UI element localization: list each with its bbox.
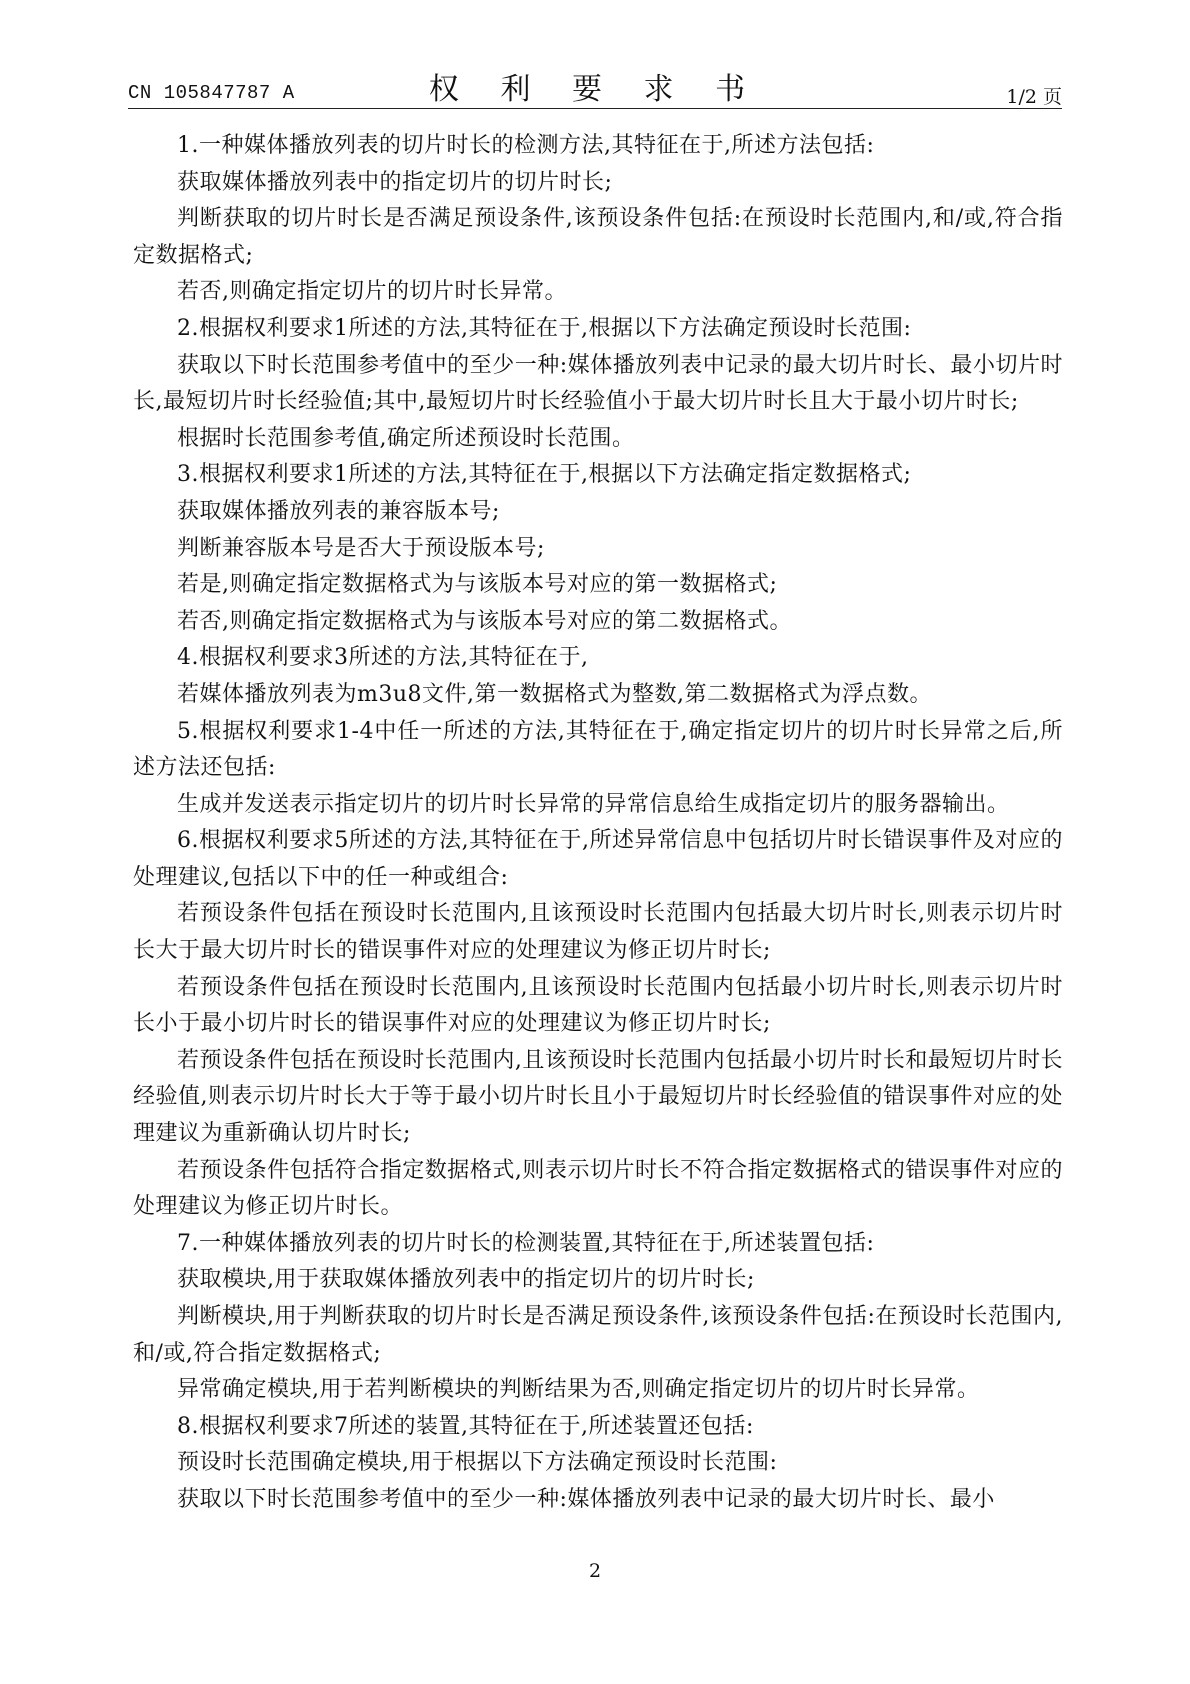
page-number: 2 xyxy=(588,1560,602,1582)
patent-publication-number: CN 105847787 A xyxy=(128,82,295,104)
claim-paragraph: 判断获取的切片时长是否满足预设条件,该预设条件包括:在预设时长范围内,和/或,符合指定数据格式; xyxy=(133,206,1063,268)
claim-paragraph: 若预设条件包括符合指定数据格式,则表示切片时长不符合指定数据格式的错误事件对应的处理建议为修正切片时长。 xyxy=(133,1157,1063,1220)
claim-paragraph: 判断兼容版本号是否大于预设版本号; xyxy=(177,535,545,561)
claim-paragraph: 2.根据权利要求1所述的方法,其特征在于,根据以下方法确定预设时长范围: xyxy=(177,315,912,341)
claim-paragraph: 若否,则确定指定数据格式为与该版本号对应的第二数据格式。 xyxy=(177,608,792,634)
claim-paragraph: 若媒体播放列表为m3u8文件,第一数据格式为整数,第二数据格式为浮点数。 xyxy=(177,681,933,707)
claim-paragraph: 预设时长范围确定模块,用于根据以下方法确定预设时长范围: xyxy=(177,1450,778,1476)
document-title: 权 利 要 求 书 xyxy=(428,72,762,107)
header-divider xyxy=(128,108,1062,109)
claim-paragraph: 8.根据权利要求7所述的装置,其特征在于,所述装置还包括: xyxy=(177,1413,754,1439)
claim-paragraph: 若否,则确定指定切片的切片时长异常。 xyxy=(177,279,567,305)
claim-paragraph: 获取媒体播放列表的兼容版本号; xyxy=(177,498,500,524)
page-count: 1/2 页 xyxy=(1006,86,1062,108)
claim-paragraph: 7.一种媒体播放列表的切片时长的检测装置,其特征在于,所述装置包括: xyxy=(177,1230,875,1256)
claim-paragraph: 获取以下时长范围参考值中的至少一种:媒体播放列表中记录的最大切片时长、最小 xyxy=(177,1486,995,1512)
page-header xyxy=(128,64,1062,108)
claim-paragraph: 根据时长范围参考值,确定所述预设时长范围。 xyxy=(177,425,635,451)
claim-paragraph: 获取媒体播放列表中的指定切片的切片时长; xyxy=(177,169,613,195)
claim-paragraph: 生成并发送表示指定切片的切片时长异常的异常信息给生成指定切片的服务器输出。 xyxy=(177,791,1010,817)
claim-paragraph: 若预设条件包括在预设时长范围内,且该预设时长范围内包括最大切片时长,则表示切片时长大于最大切片时长的错误事件对应的处理建议为修正切片时长; xyxy=(133,901,1063,964)
claim-paragraph: 3.根据权利要求1所述的方法,其特征在于,根据以下方法确定指定数据格式; xyxy=(177,462,912,488)
claim-paragraph: 若是,则确定指定数据格式为与该版本号对应的第一数据格式; xyxy=(177,572,778,598)
claim-paragraph: 6.根据权利要求5所述的方法,其特征在于,所述异常信息中包括切片时长错误事件及对应的处理建议,包括以下中的任一种或组合: xyxy=(133,828,1063,890)
claim-paragraph: 获取以下时长范围参考值中的至少一种:媒体播放列表中记录的最大切片时长、最小切片时长,最短切片时长经验值;其中,最短切片时长经验值小于最大切片时长且大于最小切片时长; xyxy=(133,352,1063,415)
claims-body xyxy=(133,128,1063,1519)
claim-paragraph: 若预设条件包括在预设时长范围内,且该预设时长范围内包括最小切片时长和最短切片时长经验值,则表示切片时长大于等于最小切片时长且小于最短切片时长经验值的错误事件对应的处理建议为重新确认切片时长; xyxy=(133,1047,1063,1147)
claim-paragraph: 判断模块,用于判断获取的切片时长是否满足预设条件,该预设条件包括:在预设时长范围内,和/或,符合指定数据格式; xyxy=(133,1304,1063,1366)
claim-paragraph: 5.根据权利要求1-4中任一所述的方法,其特征在于,确定指定切片的切片时长异常之后,所述方法还包括: xyxy=(133,718,1063,781)
claim-paragraph: 异常确定模块,用于若判断模块的判断结果为否,则确定指定切片的切片时长异常。 xyxy=(177,1377,980,1403)
claim-paragraph: 4.根据权利要求3所述的方法,其特征在于, xyxy=(177,645,589,671)
claim-paragraph: 若预设条件包括在预设时长范围内,且该预设时长范围内包括最小切片时长,则表示切片时长小于最小切片时长的错误事件对应的处理建议为修正切片时长; xyxy=(133,974,1063,1037)
claim-paragraph: 获取模块,用于获取媒体播放列表中的指定切片的切片时长; xyxy=(177,1267,755,1293)
claim-paragraph: 1.一种媒体播放列表的切片时长的检测方法,其特征在于,所述方法包括: xyxy=(177,133,875,158)
